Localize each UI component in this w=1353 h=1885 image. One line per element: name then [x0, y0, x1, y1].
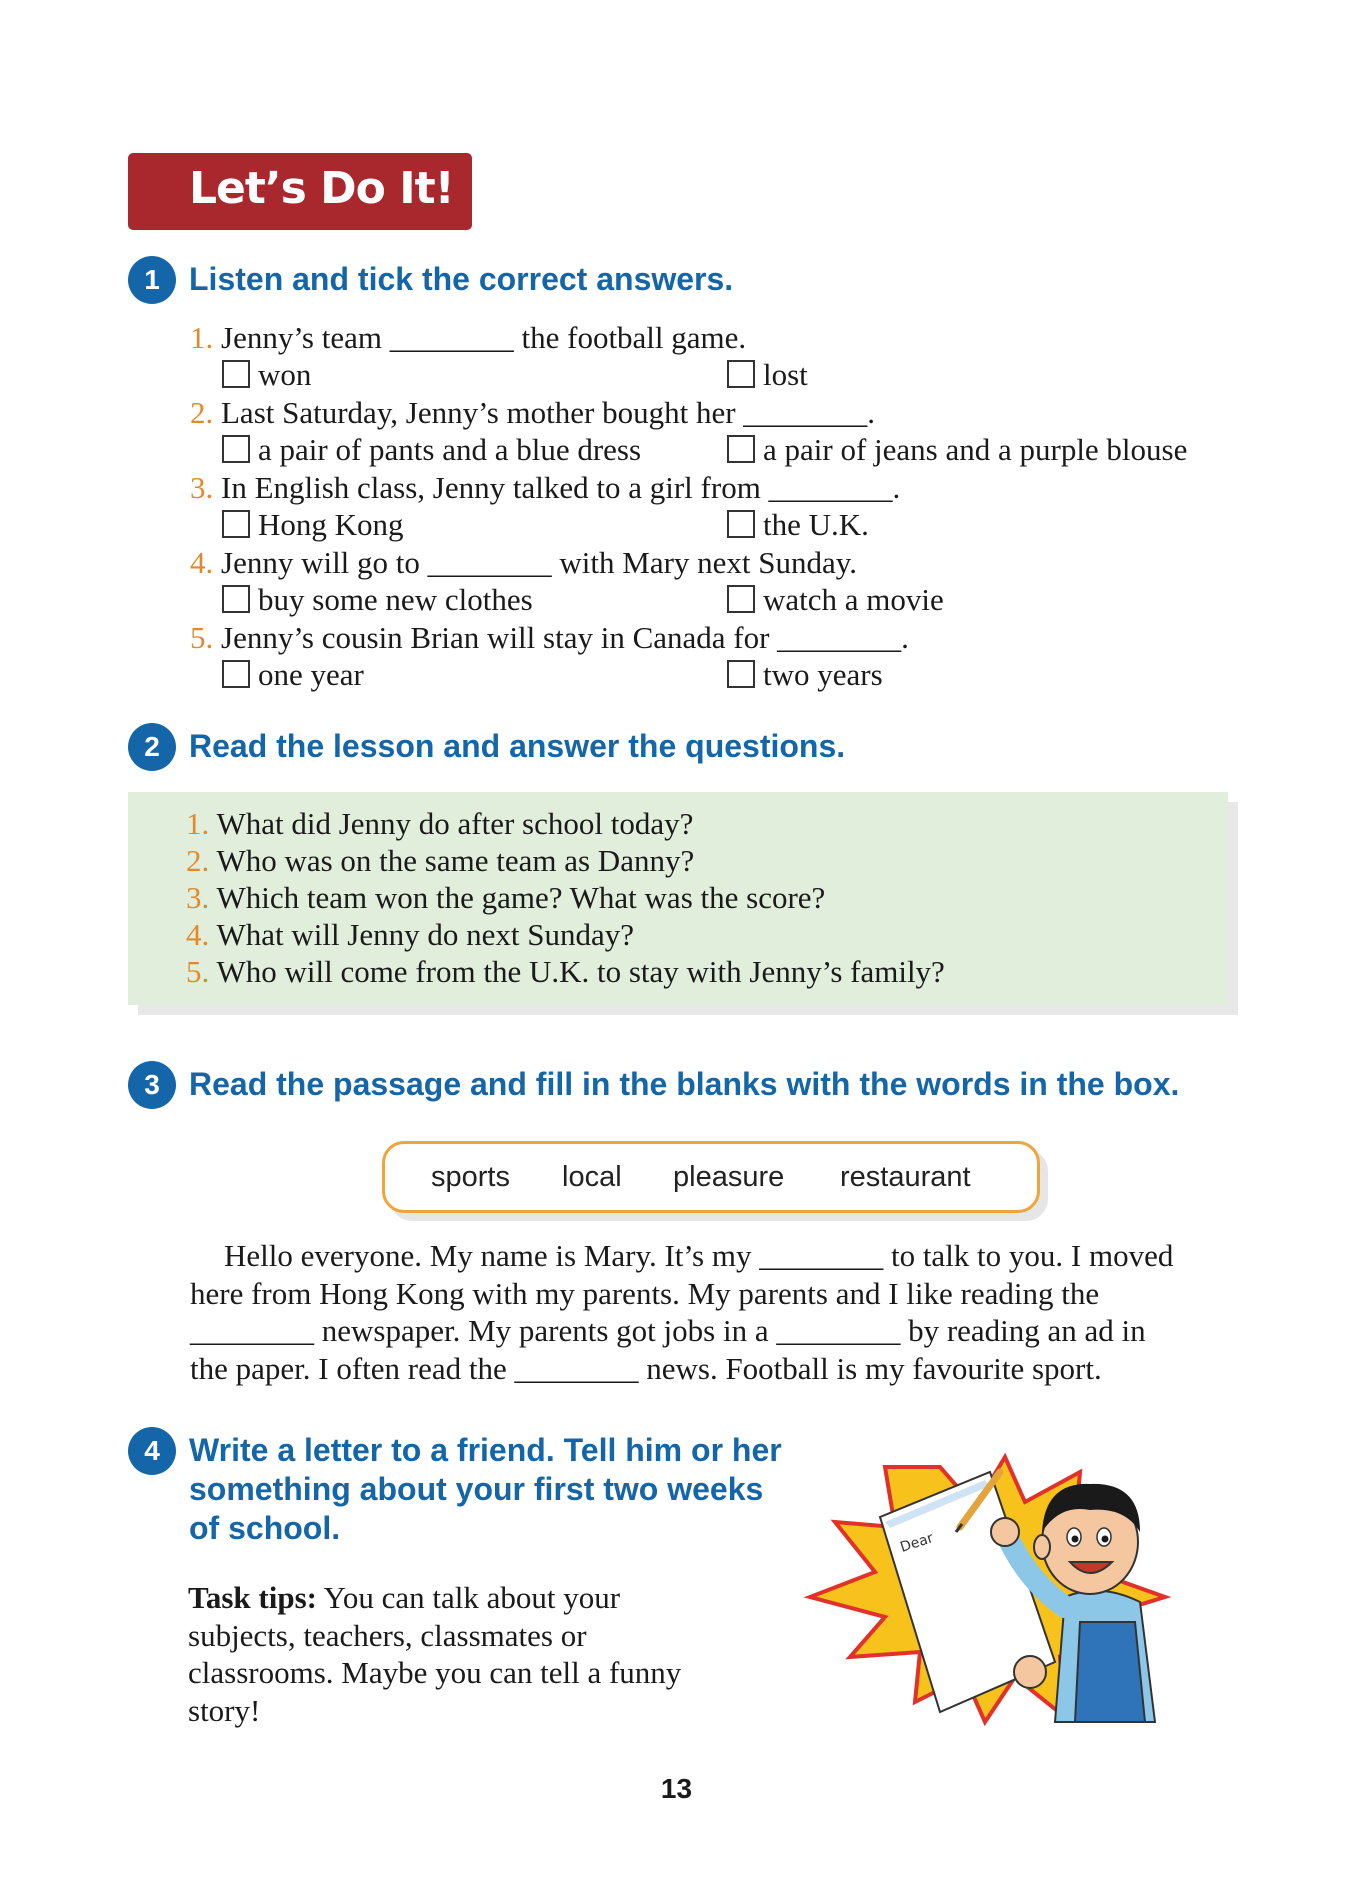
checkbox[interactable] [727, 360, 755, 388]
lets-do-it-banner [128, 153, 472, 230]
section-4-number: 4 [128, 1427, 176, 1475]
checkbox[interactable] [222, 510, 250, 538]
checkbox[interactable] [727, 585, 755, 613]
s1-question-4: 4. Jenny will go to ________ with Mary next Sunday. [190, 545, 858, 580]
passage-line-3: ________ newspaper. My parents got jobs in a ________ by reading an ad in [190, 1313, 1146, 1348]
section-2-title: Read the lesson and answer the questions. [189, 728, 846, 764]
s1-q3-option-b[interactable]: the U.K. [727, 507, 869, 543]
checkbox[interactable] [222, 360, 250, 388]
s1-q1-option-b[interactable]: lost [727, 357, 808, 393]
passage [190, 1237, 1230, 1387]
section-4-title: Write a letter to a friend. Tell him or her something about your first two weeks of school. [189, 1432, 782, 1546]
boy-writing-letter-illustration [790, 1432, 1210, 1732]
s1-q5-option-a[interactable]: one year [222, 657, 364, 693]
word-sports: sports [431, 1161, 510, 1193]
checkbox[interactable] [727, 510, 755, 538]
section-1-title: Listen and tick the correct answers. [189, 261, 734, 297]
checkbox[interactable] [727, 435, 755, 463]
questions-panel [128, 792, 1228, 1005]
section-1-number: 1 [128, 256, 176, 304]
s1-question-2: 2. Last Saturday, Jenny’s mother bought her ________. [190, 395, 876, 430]
checkbox[interactable] [222, 435, 250, 463]
s1-question-5: 5. Jenny’s cousin Brian will stay in Canada for ________. [190, 620, 909, 655]
s1-q5-option-b[interactable]: two years [727, 657, 883, 693]
s2-question-5: 5. Who will come from the U.K. to stay with Jenny’s family? [186, 954, 945, 989]
passage-line-4: the paper. I often read the ________ news. Football is my favourite sport. [190, 1350, 1102, 1386]
s2-question-4: 4. What will Jenny do next Sunday? [186, 917, 635, 952]
tips-label: Task tips: [188, 1580, 317, 1615]
word-pleasure: pleasure [673, 1161, 785, 1193]
section-2-number: 2 [128, 723, 176, 771]
section-3-title: Read the passage and fill in the blanks with the words in the box. [189, 1066, 1180, 1102]
checkbox[interactable] [222, 585, 250, 613]
task-tips: Task tips: You can talk about your subjects, teachers, classmates or classrooms. Maybe you can tell a funny story! [188, 1580, 682, 1728]
s1-q1-option-a[interactable]: won [222, 357, 311, 393]
s1-question-1: 1. Jenny’s team ________ the football game. [190, 320, 747, 355]
checkbox[interactable] [727, 660, 755, 688]
s1-q2-option-a[interactable]: a pair of pants and a blue dress [222, 432, 641, 468]
paper-text: Dear [898, 1530, 936, 1556]
word-local: local [562, 1161, 622, 1193]
s1-q4-option-b[interactable]: watch a movie [727, 582, 944, 618]
word-restaurant: restaurant [840, 1161, 971, 1193]
checkbox[interactable] [222, 660, 250, 688]
section-3-number: 3 [128, 1061, 176, 1109]
s1-q4-option-a[interactable]: buy some new clothes [222, 582, 533, 618]
page-number: 13 [660, 1773, 693, 1804]
s2-question-2: 2. Who was on the same team as Danny? [186, 843, 695, 878]
s1-q3-option-a[interactable]: Hong Kong [222, 507, 404, 543]
s2-question-3: 3. Which team won the game? What was the score? [186, 880, 826, 915]
s1-q2-option-b[interactable]: a pair of jeans and a purple blouse [727, 432, 1187, 468]
passage-line-1: Hello everyone. My name is Mary. It’s my ________ to talk to you. I moved [224, 1238, 1174, 1273]
s1-question-3: 3. In English class, Jenny talked to a girl from ________. [190, 470, 901, 505]
banner-title: Let’s Do It! [189, 163, 454, 214]
passage-line-2: here from Hong Kong with my parents. My parents and I like reading the [190, 1275, 1100, 1311]
s2-question-1: 1. What did Jenny do after school today? [186, 806, 694, 841]
word-box [382, 1141, 1040, 1213]
